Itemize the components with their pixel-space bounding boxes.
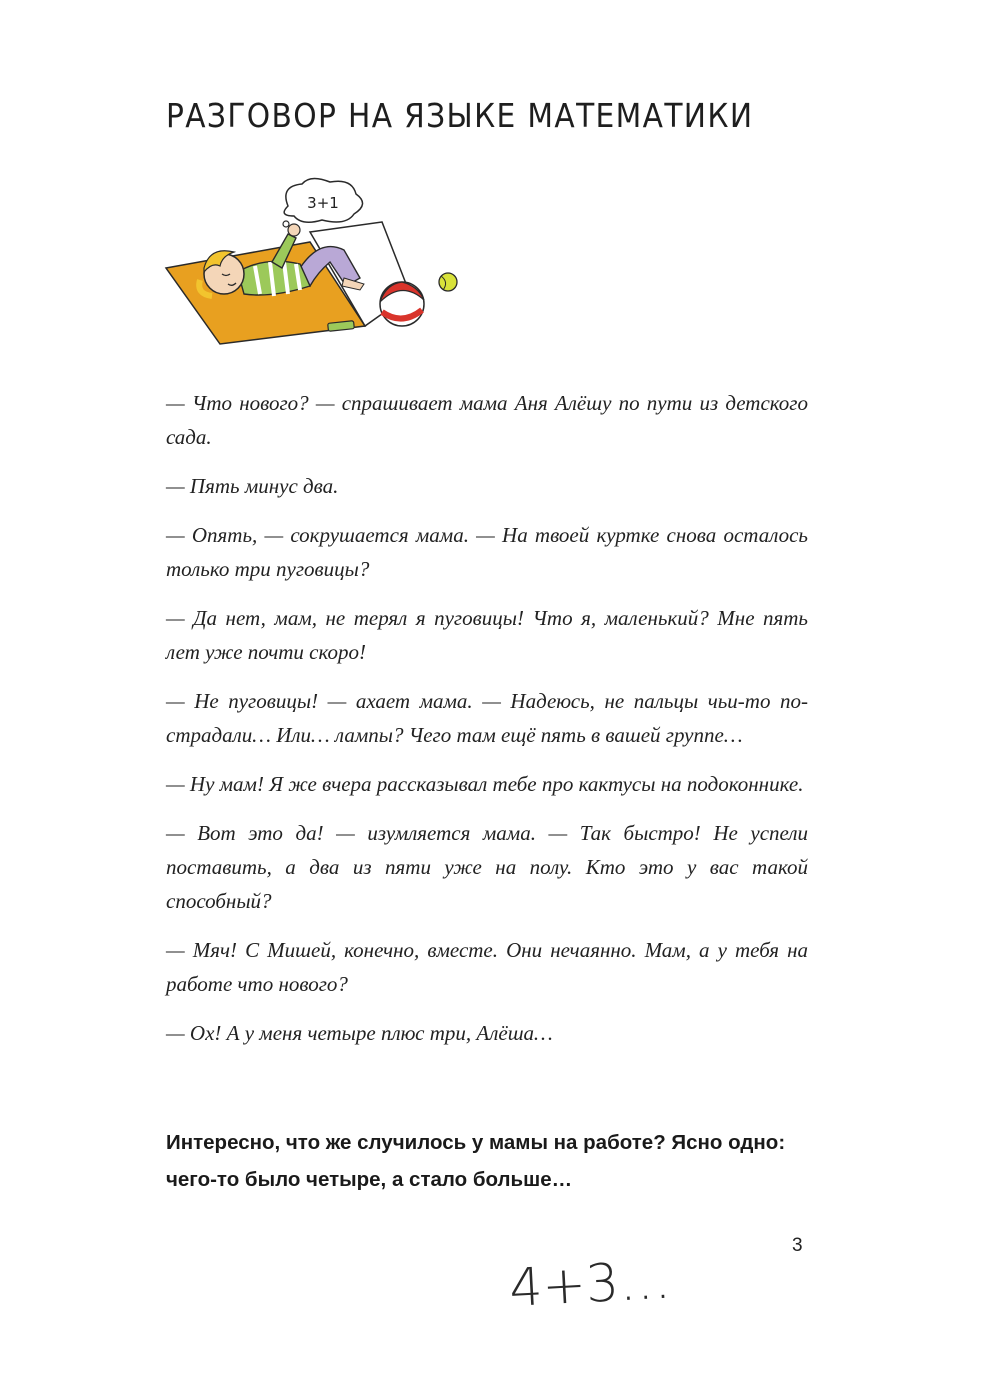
dialogue-line: — Опять, — сокрушается мама. — На твоей куртке снова осталось только три пуговицы?	[166, 523, 808, 581]
page-title: РАЗГОВОР НА ЯЗЫКЕ МАТЕМАТИКИ	[166, 96, 754, 135]
dialogue-line: — Ну мам! Я же вчера рассказывал тебе про кактусы на подоконнике.	[166, 772, 804, 796]
dialogue-line: — Мяч! С Мишей, конечно, вместе. Они нечаянно. Мам, а у тебя на работе что нового?	[166, 938, 808, 996]
thought-bubble-text: 3+1	[307, 194, 339, 212]
dialogue-line: — Вот это да! — изумляется мама. — Так быстро! Не успели поставить, а два из пяти уже на полу. Кто это у вас такой способный?	[166, 821, 808, 913]
handwritten-expression-text: 4+3…	[507, 1250, 673, 1319]
closing-question: Интересно, что же случилось у мамы на работе? Ясно одно: чего-то было четыре, а стало больше…	[166, 1131, 786, 1191]
child-lying-on-rug-illustration	[160, 176, 480, 348]
dialogue-line: — Ох! А у меня четыре плюс три, Алёша…	[166, 1021, 553, 1045]
page-number: 3	[792, 1235, 803, 1256]
thought-bubble-icon	[283, 178, 363, 227]
dialogue-line: — Да нет, мам, не терял я пуговицы! Что я, маленький? Мне пять лет уже почти скоро!	[166, 606, 808, 664]
dialogue-line: — Что нового? — спрашивает мама Аня Алёшу по пути из детского сада.	[166, 391, 808, 449]
ball-icon	[380, 282, 424, 326]
dialogue-line: — Пять минус два.	[166, 474, 339, 498]
dialogue-line: — Не пуговицы! — ахает мама. — Надеюсь, не пальцы чьи-то пострадали… Или… лампы? Чего там ещё пять в вашей группе…	[166, 689, 808, 747]
tennis-ball-icon	[439, 273, 457, 291]
dialogue	[166, 386, 808, 1065]
handwritten-expression	[505, 1240, 675, 1320]
